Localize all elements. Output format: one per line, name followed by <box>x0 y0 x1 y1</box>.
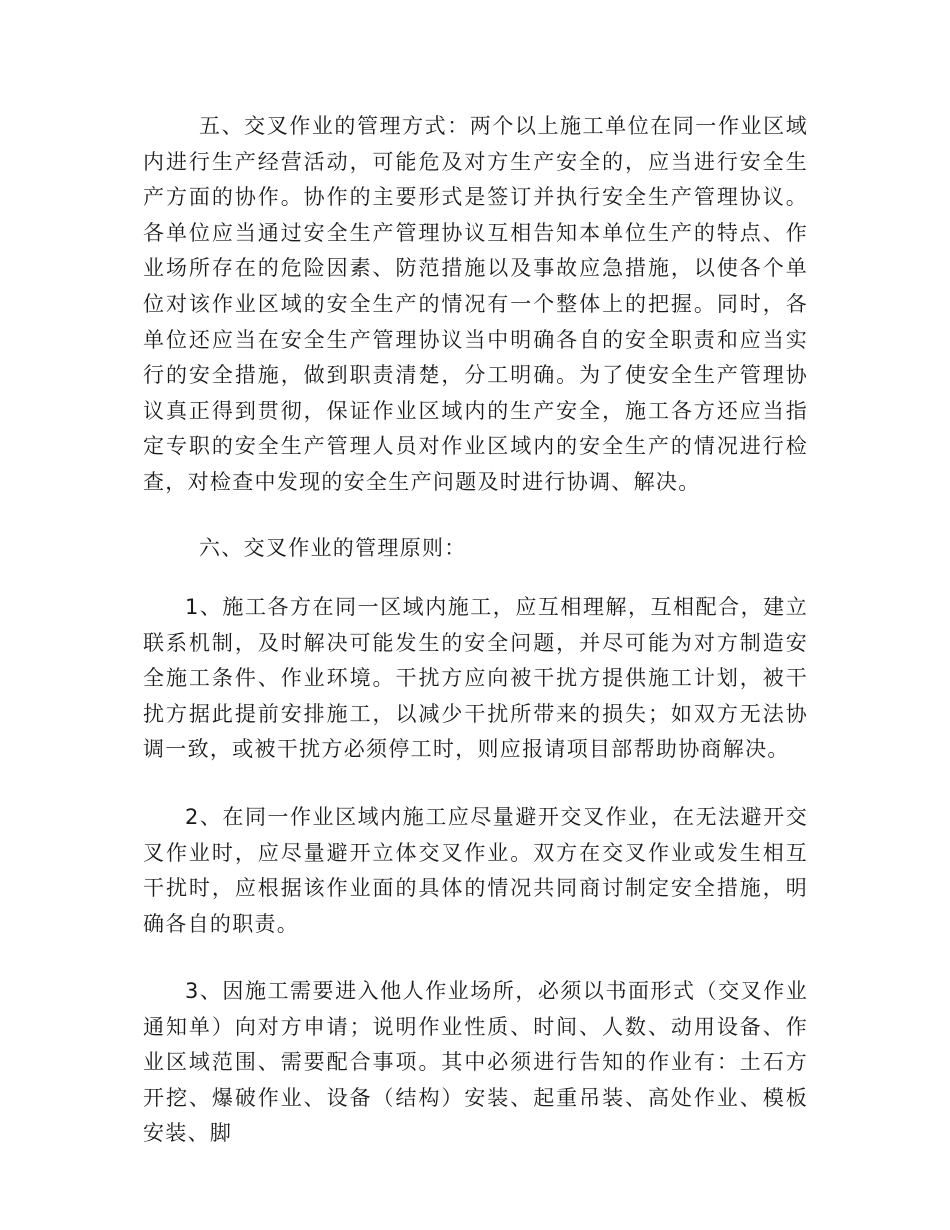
paragraph-principle-3: 3、因施工需要进入他人作业场所，必须以书面形式（交叉作业通知单）向对方申请；说明作业性质、时间、人数、动用设备、作业区域范围、需要配合事项。其中必须进行告知的作业有：土石方开挖、爆破作业、设备（结构）安装、起重吊装、高处作业、模板安装、脚 <box>143 979 808 1146</box>
paragraph-management-method: 五、交叉作业的管理方式：两个以上施工单位在同一作业区域内进行生产经营活动，可能危及对方生产安全的，应当进行安全生产方面的协作。协作的主要形式是签订并执行安全生产管理协议。各单位应当通过安全生产管理协议互相告知本单位生产的特点、作业场所存在的危险因素、防范措施以及事故应急措施，以使各个单位对该作业区域的安全生产的情况有一个整体上的把握。同时，各单位还应当在安全生产管理协议当中明确各自的安全职责和应当实行的安全措施，做到职责清楚，分工明确。为了使安全生产管理协议真正得到贯彻，保证作业区域内的生产安全，施工各方还应当指定专职的安全生产管理人员对作业区域内的安全生产的情况进行检查，对检查中发现的安全生产问题及时进行协调、解决。 <box>143 114 808 494</box>
paragraph-principle-2: 2、在同一作业区域内施工应尽量避开交叉作业，在无法避开交叉作业时，应尽量避开立体交叉作业。双方在交叉作业或发生相互干扰时，应根据该作业面的具体的情况共同商讨制定安全措施，明确各自的职责。 <box>143 805 808 936</box>
heading-management-principles: 六、交叉作业的管理原则： <box>199 536 467 560</box>
paragraph-principle-1: 1、施工各方在同一区域内施工，应互相理解，互相配合，建立联系机制，及时解决可能发生的安全问题，并尽可能为对方制造安全施工条件、作业环境。干扰方应向被干扰方提供施工计划，被干扰方据此提前安排施工，以减少干扰所带来的损失；如双方无法协调一致，或被干扰方必须停工时，则应报请项目部帮助协商解决。 <box>143 595 808 762</box>
